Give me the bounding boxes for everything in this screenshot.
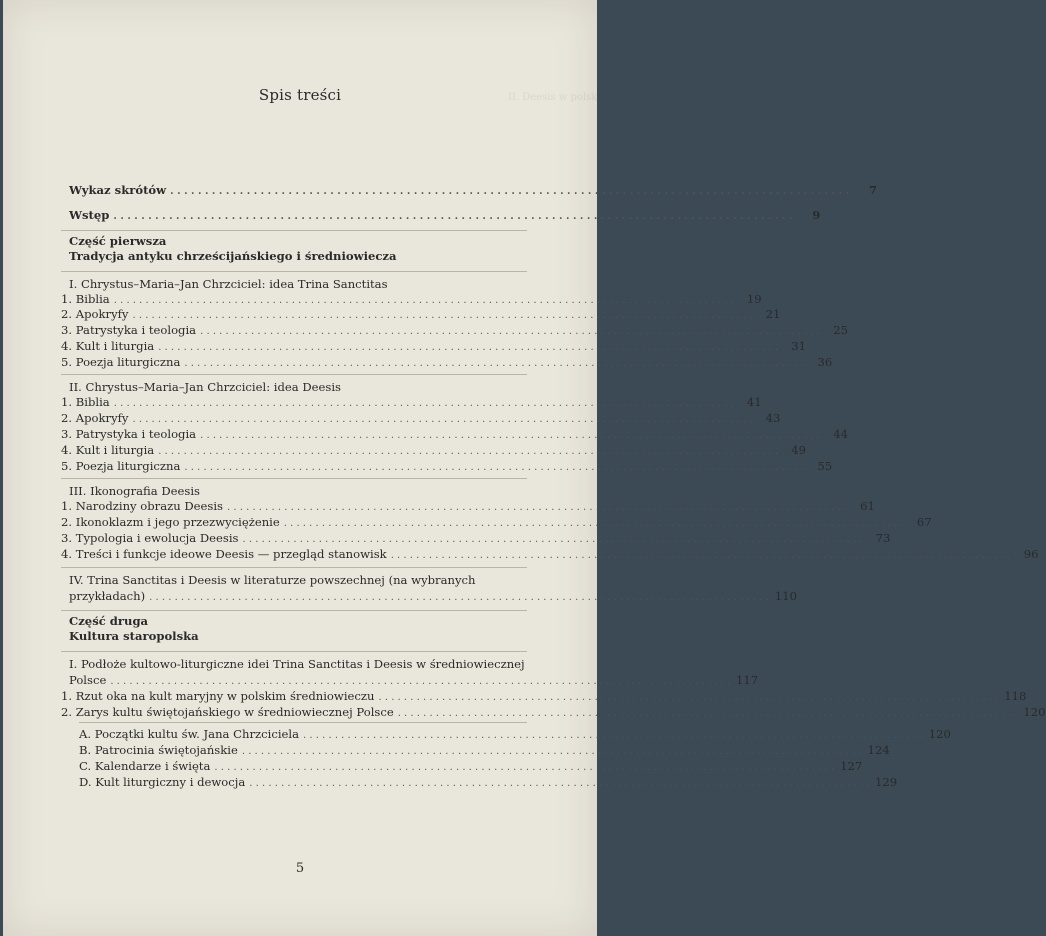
- leader-dots: [284, 516, 904, 531]
- toc-entry[interactable]: [61, 531, 891, 547]
- toc-label: 3. Patrystyka i teologia: [61, 323, 197, 337]
- toc-entry[interactable]: [61, 355, 833, 371]
- toc-entry[interactable]: [69, 673, 759, 689]
- page-title: Spis treści: [258, 86, 342, 104]
- toc-entry[interactable]: [61, 705, 1046, 721]
- toc-label: 2. Apokryfy: [61, 307, 129, 321]
- part1-subheading: Tradycja antyku chrześcijańskiego i średniowiecza: [69, 249, 397, 263]
- toc-page: 19: [746, 292, 762, 306]
- chapter-title[interactable]: III. Ikonografia Deesis: [69, 484, 200, 498]
- toc-entry[interactable]: [69, 589, 797, 605]
- leader-dots: [243, 532, 863, 547]
- part2-heading: Część druga: [69, 614, 149, 628]
- toc-page: 124: [867, 743, 890, 757]
- toc-page: 31: [791, 339, 807, 353]
- leader-dots: [378, 690, 998, 705]
- toc-subentry[interactable]: [79, 775, 898, 791]
- toc-label: 5. Poezja liturgiczna: [61, 355, 181, 369]
- toc-page: 55: [817, 459, 833, 473]
- toc-page: 49: [791, 443, 807, 457]
- toc-page: 110: [774, 589, 797, 603]
- toc-label: 5. Poezja liturgiczna: [61, 459, 181, 473]
- toc-entry[interactable]: [61, 339, 807, 355]
- toc-page: 36: [817, 355, 833, 369]
- toc-label: 1. Rzut oka na kult maryjny w polskim średniowieczu: [61, 689, 375, 703]
- chapter-title[interactable]: II. Chrystus–Maria–Jan Chrzciciel: idea Deesis: [69, 380, 342, 394]
- toc-label: 4. Kult i liturgia: [61, 443, 155, 457]
- toc-page: 9: [812, 208, 821, 222]
- leader-dots: [184, 460, 804, 475]
- toc-entry[interactable]: [61, 443, 807, 459]
- divider: [61, 271, 527, 272]
- toc-page: 44: [833, 427, 848, 441]
- leader-dots: [170, 184, 849, 199]
- toc-label: B. Patrocinia świętojańskie: [79, 743, 238, 757]
- divider: [61, 567, 527, 568]
- toc-page: 120: [928, 727, 951, 741]
- leader-dots: [303, 728, 923, 743]
- toc-label: C. Kalendarze i święta: [79, 759, 211, 773]
- toc-label: D. Kult liturgiczny i dewocja: [79, 775, 246, 789]
- page-number: 5: [295, 861, 305, 876]
- toc-label: 2. Ikonoklazm i jego przezwyciężenie: [61, 515, 280, 529]
- toc-label: Wstęp: [69, 208, 110, 222]
- toc-entry-wstep[interactable]: [69, 208, 821, 224]
- toc-entry[interactable]: [61, 307, 781, 323]
- toc-label: 1. Biblia: [61, 395, 110, 409]
- toc-label: A. Początki kultu św. Jana Chrzciciela: [79, 727, 300, 741]
- divider: [79, 722, 527, 723]
- toc-label: 2. Zarys kultu świętojańskiego w średniowiecznej Polsce: [61, 705, 394, 719]
- leader-dots: [110, 674, 730, 689]
- divider: [61, 374, 527, 375]
- toc-page: 117: [736, 673, 759, 687]
- part2-subheading: Kultura staropolska: [69, 629, 199, 643]
- toc-label: przykładach): [69, 589, 146, 603]
- leader-dots: [158, 444, 778, 459]
- toc-entry[interactable]: [61, 515, 932, 531]
- toc-label: 1. Biblia: [61, 292, 110, 306]
- book-page: II. Deesis w polskiej sztuce Spis treści Wykaz skrótów . . . 7 Wstęp . . . 9 Część pierwsza Tradycja antyku chrześcijańskiego i średniowiecza I. Chrystus–Maria–Jan Chrzciciel: idea Trina Sanctitas 1. Biblia . . . 19 2. Apokryfy . . . 21 3. Patrystyka i teologia . . . 25 4. Kult i liturgia . . . 31 5. Poezja liturgiczna . . . 36 II. Chrystus–Maria–Jan Chrzciciel: idea Deesis 1. Biblia . . . 41 2. Apokryfy . . . 43 3. Patrystyka i teologia . . . 44 4. Kult i liturgia . . . 49 5. Poezja liturgiczna . . . 55 III. Ikonografia Deesis 1. Narodziny obrazu Deesis . . . 61 2. Ikonoklazm i jego przezwyciężenie . . . 67 3. Typologia i ewolucja Deesis . . . 73 4. Treści i funkcje ideowe Deesis — przegląd stanowisk . . . 96 IV. Trina Sanctitas i Deesis w literaturze powszechnej (na wybranych przykładach) . . . 110 Część druga Kultura staropolska I. Podłoże kultowo-liturgiczne idei Trina Sanctitas i Deesis w średniowiecznej Polsce . . . 117 1. Rzut oka na kult maryjny w polskim średniowieczu . . . 118 2. Zarys kultu świętojańskiego w średniowiecznej Polsce . . . 120 A. Początki kultu św. Jana Chrzciciela . . . 120 B. Patrocinia świętojańskie . . . 124 C. Kalendarze i święta . . . 127 D. Kult liturgiczny i dewocja . . . 129 5: [3, 0, 597, 936]
- toc-page: 7: [868, 183, 878, 197]
- toc-label: 3. Typologia i ewolucja Deesis: [61, 531, 239, 545]
- toc-entry[interactable]: [61, 499, 875, 515]
- part1-heading: Część pierwsza: [69, 234, 167, 248]
- leader-dots: [184, 356, 804, 371]
- leader-dots: [114, 396, 734, 411]
- leader-dots: [113, 209, 792, 224]
- toc-label: 4. Treści i funkcje ideowe Deesis — przegląd stanowisk: [61, 547, 387, 561]
- toc-entry[interactable]: [61, 323, 848, 339]
- leader-dots: [391, 548, 1011, 563]
- toc-subentry[interactable]: [79, 743, 890, 759]
- toc-entry[interactable]: [61, 459, 833, 475]
- toc-entry[interactable]: [61, 395, 762, 411]
- leader-dots: [398, 706, 1018, 721]
- toc-page: 25: [833, 323, 848, 337]
- toc-entry[interactable]: [61, 292, 762, 308]
- leader-dots: [132, 412, 752, 427]
- toc-entry[interactable]: [61, 547, 1039, 563]
- chapter-title[interactable]: I. Chrystus–Maria–Jan Chrzciciel: idea Trina Sanctitas: [69, 277, 388, 291]
- toc-page: 67: [916, 515, 932, 529]
- toc-page: 43: [765, 411, 781, 425]
- leader-dots: [227, 500, 847, 515]
- toc-page: 118: [1004, 689, 1027, 703]
- toc-entry[interactable]: [61, 427, 848, 443]
- toc-page: 21: [765, 307, 781, 321]
- toc-label: Wykaz skrótów: [69, 183, 167, 197]
- leader-dots: [114, 293, 734, 308]
- divider: [61, 610, 527, 611]
- toc-page: 129: [875, 775, 898, 789]
- toc-subentry[interactable]: [79, 759, 863, 775]
- divider: [61, 478, 527, 479]
- leader-dots: [249, 776, 869, 791]
- leader-dots: [214, 760, 834, 775]
- toc-page: 73: [875, 531, 891, 545]
- leader-dots: [149, 590, 769, 605]
- leader-dots: [158, 340, 778, 355]
- divider: [61, 230, 527, 231]
- toc-page: 41: [746, 395, 762, 409]
- chapter-title[interactable]: IV. Trina Sanctitas i Deesis w literaturze powszechnej (na wybranych: [69, 573, 476, 587]
- chapter-title[interactable]: I. Podłoże kultowo-liturgiczne idei Trina Sanctitas i Deesis w średniowiecznej: [69, 657, 525, 671]
- leader-dots: [132, 308, 752, 323]
- toc-subentry[interactable]: [79, 727, 951, 743]
- toc-entry[interactable]: [61, 689, 1027, 705]
- toc-label: 4. Kult i liturgia: [61, 339, 155, 353]
- toc-label: Polsce: [69, 673, 107, 687]
- toc-entry-wykaz[interactable]: [69, 183, 878, 199]
- toc-page: 96: [1023, 547, 1039, 561]
- leader-dots: [200, 428, 820, 443]
- toc-page: 127: [840, 759, 863, 773]
- toc-entry[interactable]: [61, 411, 781, 427]
- toc-page: 61: [860, 499, 875, 513]
- leader-dots: [200, 324, 820, 339]
- toc-label: 3. Patrystyka i teologia: [61, 427, 197, 441]
- divider: [61, 651, 527, 652]
- toc-page: 120: [1023, 705, 1046, 719]
- toc-label: 2. Apokryfy: [61, 411, 129, 425]
- toc-label: 1. Narodziny obrazu Deesis: [61, 499, 224, 513]
- leader-dots: [242, 744, 862, 759]
